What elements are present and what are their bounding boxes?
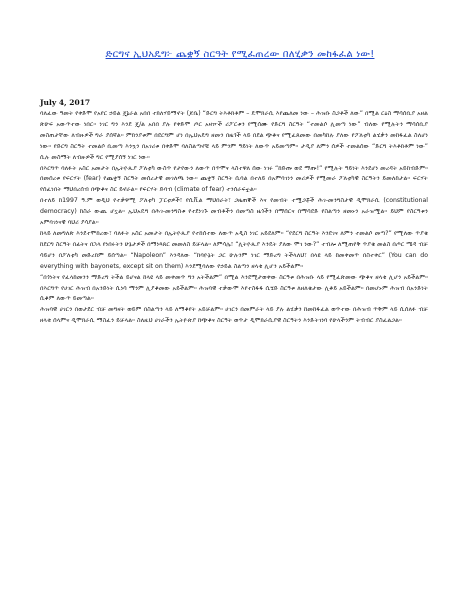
article-body	[40, 109, 428, 327]
paragraph: “በጎነትና የፈላከመንን ማድረግ ትችል ይሆናል ከላዩ ላይ መቀመጥ ግን አትችልም” በሚል እንደሚታወቀው ስርዓቱ በሕዝቡ ላይ የሚፈጽመው ጭቆና ዘላቂ ሊሆን አይችልም። በእርግጥ የሀገር ሕዝብ በአንድነት ሲነሳ ማንም ሊያቆመው አይችልም። ሕዝባዊ ተቃውሞ እየተስፋፋ ሲሄድ ስርዓቱ ለዘለቄታው ሊቆይ አይችልም። በመሆኑም ሕዝብ በአንድነት ሲቆም ለውጥ ይመጣል።	[40, 273, 428, 303]
paragraph: በተለይ ከ1997 ዓ.ም ወዲህ የተቃዋሚ ፖለቲካ ፓርቲዎች፣ የሲቪል ማህበራት፣ ጋዜጠኞች እና የመብት ተሟጋቾች ሕገ-መንግስታዊ ዲሞክራሲ (constitutional democracy) ከስራ ውጪ ሆኗል። ኢህአዴግ በሕገ-መንግስቱ የተደነገጉ መብቶችን በመጣስ ዜጎችን በማሰርና በማሳደድ የስልጣን ዘመኑን አራዝሟል። ይህም የስርዓቱን አምባገነናዊ ባህሪ ያሳያል።	[40, 197, 428, 227]
paragraph: ባለፈው ዓመት የቀድሞ የአየር ኃይል ጄኔራል አበበ ተክለሃይማኖት (ጆቤ) “ድርግ ትእቶክቶም – ዴሞክራሲ እየጨለመ ነው – ሕዝቡ ስጋቶች ለው” በሚል ርዕስ ማሳሰቢያ አዘል ጽሁፍ አውጥተው ነበር። ነገር ግን እንደ ጄ/ል አበበ ያሉ የቀድሞ ጦር አዛዦች ሪፖርቱን የሚሰሙ የድርግ ስርዓት “ተመልሶ ሊመጣ ነው” ብለው የሚሉትን ማሳሰቢያ መስጠታቸው ለብዙዎች ግራ ያሰኛል። ምክንያቱም በደርግም ሆነ በኢህአዴግ ዘመን በዜጎች ላይ በደል ጭቆና የሚፈጸመው በመካከሉ ያለው የፖለቲካ ልሂቃን መከፋፈል ስለሆነ ነው። የድርግ ስርዓት ተመልሶ ቢመጣ እንኳን በአገሪቱ በቀድሞ ባለስልጣኖቹ ላይ ምንም ዓይነት ለውጥ አይመጣም። ታዲያ ለምን ሰዎች ተመልሰው “ድርግ ትእቶክቶም ነው” ሲሉ መስማት ለብዙዎች ግር የሚያሰኝ ነገር ነው።	[40, 110, 428, 161]
paragraph: ሕዝባዊ ሀገርን በወታደር ብቻ መግዛት ወይም በስልጣን ላይ ለማቆየት አይቻልም። ሀገርን በመምራት ላይ ያሉ ልሂቃን ከመከፋፈል ወጥተው በሕዝብ ጥቅም ላይ ሲሰለፉ ብቻ ዘላቂ ሰላምና ዲሞክራሲ ማስፈን ይቻላል። ስለዚህ ሀገራችን ኢትዮጵያ ከጭቆና ስርዓት ወጥታ ዲሞክራሲያዊ ስርዓትን እንድትገነባ የሁላችንም ትብብር ያስፈልጋል።	[40, 306, 428, 325]
article-date: July 4, 2017	[40, 98, 91, 107]
article-title[interactable]: ድርግና ኢህአዴግ፦ ጨቋኝ ስርዓት የሚፈጠረው በለሂቃን መከፋፈል ነው!	[105, 49, 375, 60]
paragraph: በእርግጥ ባለፉት አስር አመታት በኢትዮጲያ ፖለቲካ ውስጥ የታየውን ለውጥ በጥሞና ላስተዋለ ሰው ነገሩ “ከድጡ ወደ ማጡ!” የሚሉት ዓይነት እንደሆነ መረዳት አይከብድም። በመሰረቱ የፍርሃት (fear) የጨቋኝ ስርዓት መሰረታዊ መገለጫ ነው። ጨቋኝ ስርዓት ሲባል በተለይ በአምባገነን መሪዎች የሚመራ ፖለቲካዊ ስርዓትን ይመለከታል። ፍርሃት የሰፈነበት ማህበረሰብ በጭቆና ስር ይኖራል። የፍርሃት ድባብ (climate of fear) ተንሰራፍቷል።	[40, 164, 428, 194]
paragraph: ከላይ ለመግለጽ እንደተሞከረው፣ ባለፉት አስር አመታት በኢትዮጲያ የተከሰተው ለውጥ አዲስ ነገር አይደለም። “የደርግ ስርዓት እንደገና ለምን ተመልሶ መጣ?” የሚለው ጥያቄ ከደርግ ስርዓት በፊትና በኋላ የነበሩትን ሁኔታዎች በማነጻጸር መመለስ ይቻላል። ለምሳሌ፣ “ሊትዮጲያ እንዴት ያለው ሞገ ነው?” ተብሎ ለሚጠየቅ ጥያቄ መልስ በጦር ሜዳ ብቻ ሳይሆን በፖለቲካ መድረክም ይሰጣል። “Napoleon” እንዳለው “ከባዮኔት ጋር ሁሉንም ነገር ማድረግ ትችላለህ፣ በላዩ ላይ ከመቀመጥ በስተቀር” (You can do everything with bayonets, except sit on them) እንደሚባለው የኃይል ስልጣን ዘላቂ ሊሆን አይችልም።	[40, 229, 428, 270]
